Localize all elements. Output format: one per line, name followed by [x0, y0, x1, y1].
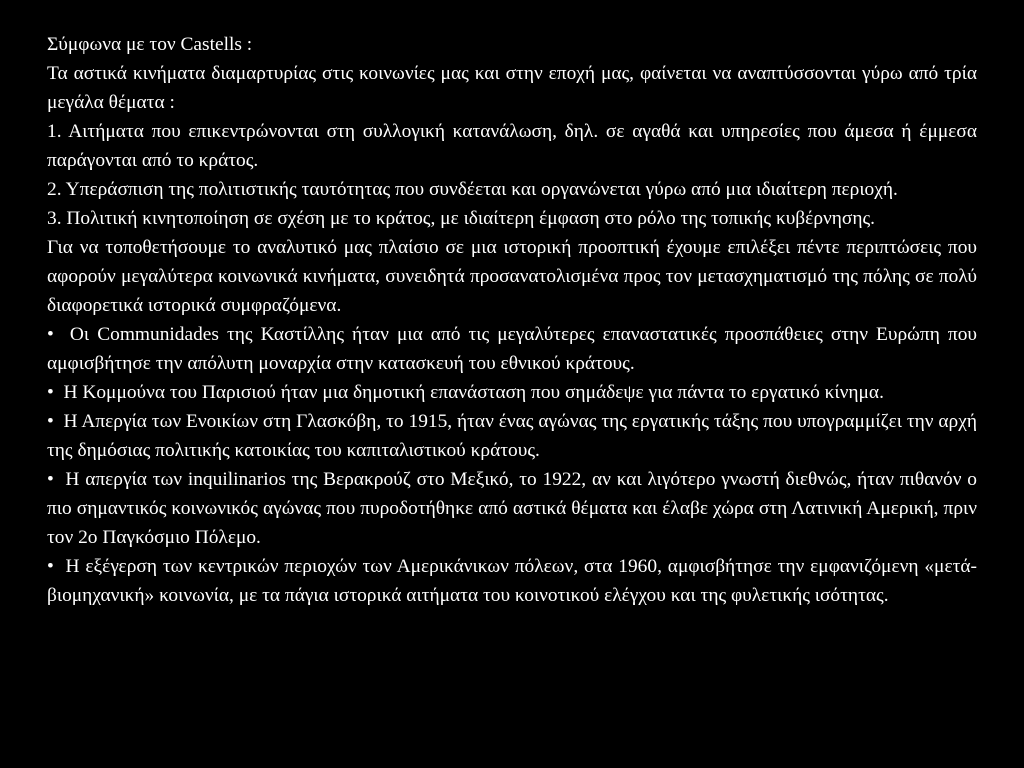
- case-item-veracruz-strike: [47, 465, 977, 552]
- slide-text-body: [47, 30, 977, 610]
- bullet-icon: •: [47, 324, 54, 345]
- intro-text: Τα αστικά κινήματα διαμαρτυρίας στις κοινωνίες μας και στην εποχή μας, φαίνεται να αναπτύσσονται γύρω από τρία μεγάλα θέματα :: [47, 63, 977, 113]
- theme-item-3: 3. Πολιτική κινητοποίηση σε σχέση με το κράτος, με ιδιαίτερη έμφαση στο ρόλο της τοπικής κυβέρνησης.: [47, 208, 876, 229]
- case-item-glasgow-rent-strike: [47, 407, 977, 465]
- framework-paragraph: Για να τοποθετήσουμε το αναλυτικό μας πλαίσιο σε μια ιστορική προοπτική έχουμε επιλέξει πέντε περιπτώσεις που αφορούν μεγαλύτερα κοινωνικά κινήματα, συνειδητά προσανατολισμένα προς τον μετασχηματισμό της πόλης σε πολύ διαφορετικά ιστορικά συμφραζόμενα.: [47, 237, 977, 316]
- intro-heading: Σύμφωνα με τον Castells :: [47, 34, 253, 55]
- case-text: Η εξέγερση των κεντρικών περιοχών των Αμερικάνικων πόλεων, στα 1960, αμφισβήτησε την εμφανιζόμενη «μετά-βιομηχανική» κοινωνία, με τα πάγια ιστορικά αιτήματα του κοινοτικού ελέγχου και της φυλετικής ισότητας.: [47, 556, 977, 606]
- bullet-icon: •: [47, 411, 54, 432]
- case-text: Η Κομμούνα του Παρισιού ήταν μια δημοτική επανάσταση που σημάδεψε για πάντα το εργατικό κίνημα.: [63, 382, 884, 403]
- case-item-us-inner-cities: [47, 552, 977, 610]
- case-item-communidades: [47, 320, 977, 378]
- case-text: Οι Communidades της Καστίλλης ήταν μια από τις μεγαλύτερες επαναστατικές προσπάθειες στην Ευρώπη που αμφισβήτησε την απόλυτη μοναρχία στην κατασκευή του εθνικού κράτους.: [47, 324, 977, 374]
- bullet-icon: •: [47, 556, 54, 577]
- case-item-paris-commune: [47, 378, 977, 407]
- bullet-icon: •: [47, 382, 54, 403]
- theme-item-2: 2. Υπεράσπιση της πολιτιστικής ταυτότητας που συνδέεται και οργανώνεται γύρω από μια ιδιαίτερη περιοχή.: [47, 179, 898, 200]
- case-text: Η απεργία των inquilinarios της Βερακρούζ στο Μεξικό, το 1922, αν και λιγότερο γνωστή διεθνώς, ήταν πιθανόν ο πιο σημαντικός κοινωνικός αγώνας που πυροδοτήθηκε από αστικά θέματα και έλαβε χώρα στη Λατινική Αμερική, πριν τον 2ο Παγκόσμιο Πόλεμο.: [47, 469, 977, 548]
- bullet-icon: •: [47, 469, 54, 490]
- theme-item-1: 1. Αιτήματα που επικεντρώνονται στη συλλογική κατανάλωση, δηλ. σε αγαθά και υπηρεσίες που άμεσα ή έμμεσα παράγονται από το κράτος.: [47, 121, 977, 171]
- case-text: Η Απεργία των Ενοικίων στη Γλασκόβη, το 1915, ήταν ένας αγώνας της εργατικής τάξης που υπογραμμίζει την αρχή της δημόσιας πολιτικής κατοικίας του καπιταλιστικού κράτους.: [47, 411, 977, 461]
